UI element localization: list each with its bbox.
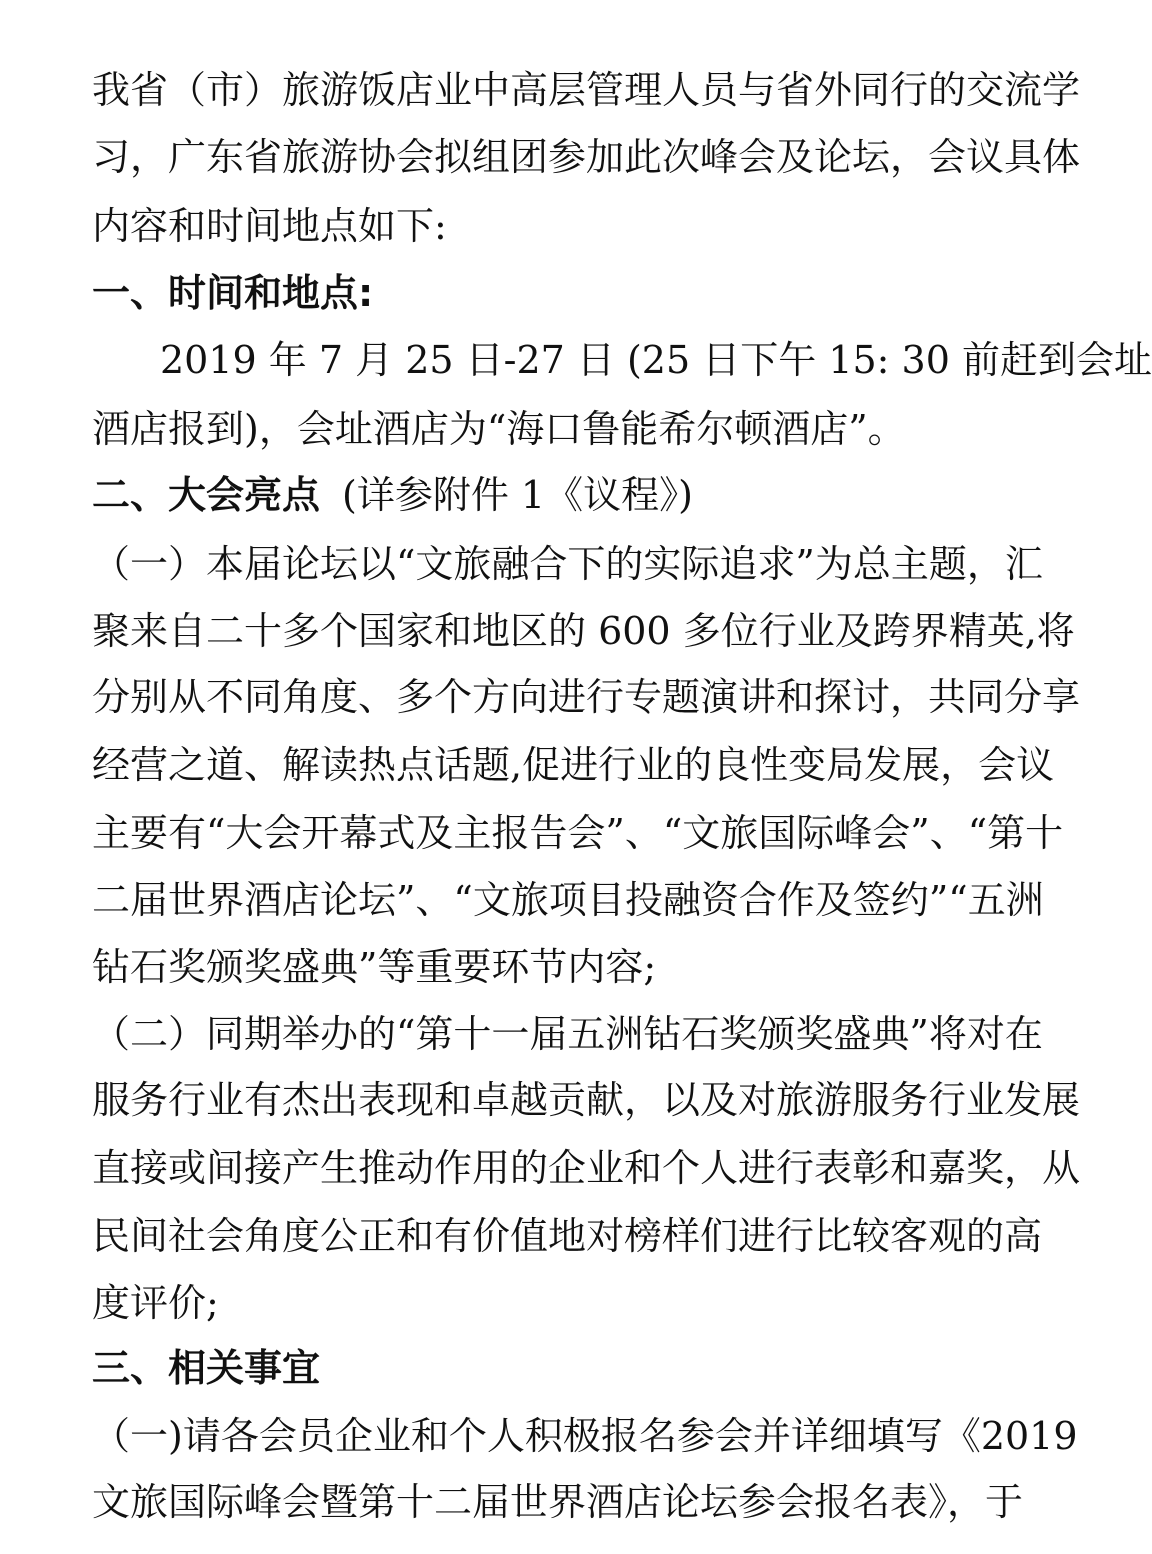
section-2-item-1-line-6: 二届世界酒店论坛”、“文旅项目投融资合作及签约”“五洲	[92, 878, 1044, 922]
section-1-line-2: 酒店报到)，会址酒店为“海口鲁能希尔顿酒店”。	[92, 407, 906, 451]
section-2-item-1-line-2: 聚来自二十多个国家和地区的 600 多位行业及跨界精英,将	[92, 609, 1075, 653]
section-2-item-1-line-4: 经营之道、解读热点话题,促进行业的良性变局发展，会议	[92, 743, 1055, 787]
section-3-line-1: （一)请各会员企业和个人积极报名参会并详细填写《2019	[92, 1414, 1078, 1458]
section-2-item-1-line-3: 分别从不同角度、多个方向进行专题演讲和探讨，共同分享	[92, 675, 1081, 719]
section-3-heading: 三、相关事宜	[92, 1346, 321, 1390]
section-2-item-2-line-1: （二）同期举办的“第十一届五洲钻石奖颁奖盛典”将对在	[92, 1012, 1043, 1056]
section-2-heading-note: (详参附件 1《议程》)	[342, 473, 693, 517]
section-2-item-2-line-5: 度评价;	[92, 1281, 219, 1325]
section-2-item-2-line-4: 民间社会角度公正和有价值地对榜样们进行比较客观的高	[92, 1214, 1043, 1258]
section-2-item-2-line-3: 直接或间接产生推动作用的企业和个人进行表彰和嘉奖，从	[92, 1146, 1081, 1190]
intro-line-2: 习，广东省旅游协会拟组团参加此次峰会及论坛，会议具体	[92, 135, 1081, 179]
section-2-item-2-line-2: 服务行业有杰出表现和卓越贡献，以及对旅游服务行业发展	[92, 1078, 1081, 1122]
section-2-item-1-line-5: 主要有“大会开幕式及主报告会”、“文旅国际峰会”、“第十	[92, 811, 1064, 855]
section-1-heading: 一、时间和地点:	[92, 271, 374, 315]
section-2-item-1-line-7: 钻石奖颁奖盛典”等重要环节内容;	[92, 945, 657, 989]
section-1-line-1: 2019 年 7 月 25 日-27 日 (25 日下午 15: 30 前赶到会址	[160, 338, 1152, 382]
section-2-heading-row	[92, 465, 982, 525]
section-2-item-1-line-1: （一）本届论坛以“文旅融合下的实际追求”为总主题，汇	[92, 542, 1043, 586]
section-3-line-2: 文旅国际峰会暨第十二届世界酒店论坛参会报名表》，于	[92, 1480, 1024, 1524]
section-2-heading: 二、大会亮点	[92, 473, 321, 517]
intro-line-3: 内容和时间地点如下:	[92, 204, 447, 248]
intro-line-1: 我省（市）旅游饭店业中高层管理人员与省外同行的交流学	[92, 68, 1081, 112]
